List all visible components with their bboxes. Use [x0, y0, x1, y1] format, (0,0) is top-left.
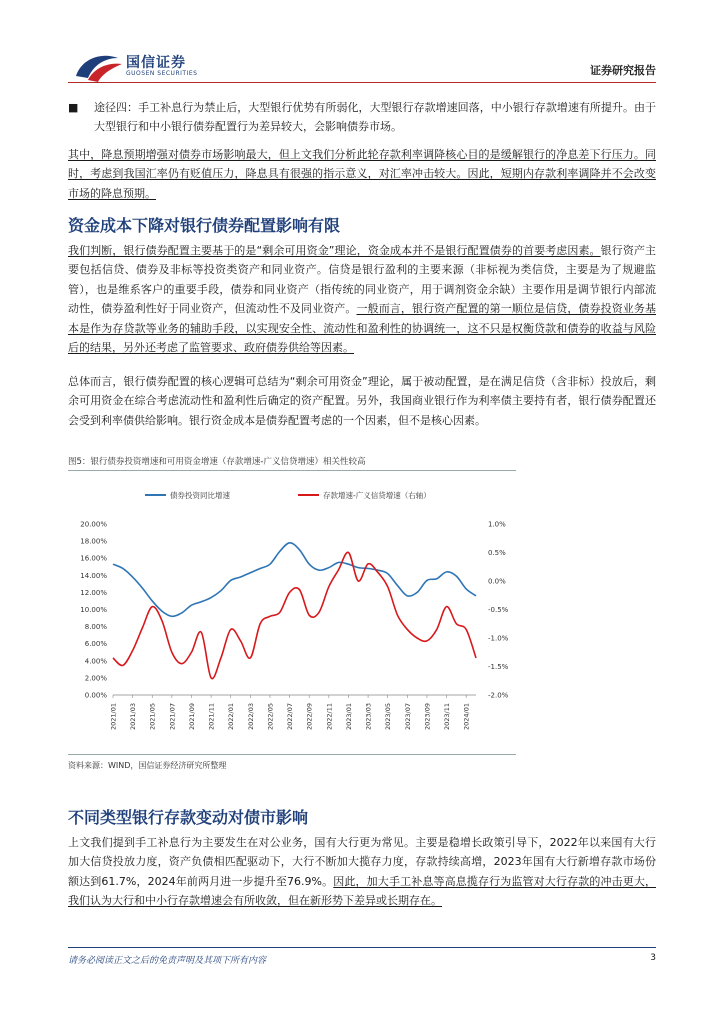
- paragraph-bank-bond-allocation: [68, 241, 656, 357]
- x-tick-label: 2021/07: [168, 703, 177, 731]
- y-left-tick-label: 4.00%: [84, 657, 107, 666]
- x-tick-label: 2023/07: [403, 703, 412, 731]
- y-left-tick-label: 20.00%: [80, 520, 107, 529]
- disclaimer-text: 请务必阅读正文之后的免责声明及其项下所有内容: [68, 956, 267, 966]
- x-tick-label: 2021/09: [187, 703, 196, 731]
- x-tick-label: 2021/11: [207, 703, 216, 731]
- x-tick-label: 2022/01: [227, 703, 236, 731]
- header-divider: [68, 82, 656, 83]
- y-left-tick-label: 8.00%: [84, 623, 107, 632]
- paragraph-large-bank-deposits: [68, 833, 656, 911]
- x-tick-label: 2023/09: [423, 703, 432, 731]
- legend-label-bond-growth: 债券投资同比增速: [170, 491, 230, 500]
- y-left-tick-label: 2.00%: [84, 674, 107, 683]
- bullet-square-icon: ■: [68, 101, 79, 114]
- x-tick-label: 2024/01: [462, 703, 471, 731]
- y-left-tick-label: 18.00%: [80, 537, 107, 546]
- x-tick-label: 2022/09: [305, 703, 314, 731]
- x-tick-label: 2021/01: [109, 703, 118, 731]
- x-tick-label: 2022/07: [286, 703, 295, 731]
- x-tick-label: 2023/01: [344, 703, 353, 731]
- logo-chinese-name: 国信证券: [126, 55, 186, 71]
- paragraph-rate-cut-expectation: 其中，降息预期增强对债券市场影响最大，但上文我们分析此轮存款利率调降核心目的是缓解银行的净息差下行压力。同时，考虑到我国汇率仍有贬值压力，降息具有很强的指示意义，对汇率冲击较大。因此，短期内存款利率调降并不会改变市场的降息预期。: [68, 148, 656, 200]
- figure-title: 图5：银行债券投资增速和可用资金增速（存款增速-广义信贷增速）相关性较高: [68, 455, 516, 471]
- y-left-tick-label: 16.00%: [80, 554, 107, 563]
- bond-investment-chart: [68, 478, 518, 750]
- section-title-funding-cost: 资金成本下降对银行债券配置影响有限: [68, 216, 341, 235]
- series-line-bond-growth: [113, 543, 476, 617]
- x-tick-label: 2023/11: [443, 703, 452, 731]
- y-left-tick-label: 6.00%: [84, 640, 107, 649]
- y-left-tick-label: 14.00%: [80, 571, 107, 580]
- y-left-tick-label: 12.00%: [80, 588, 107, 597]
- large-bank-deposit-text: 上文我们提到手工补息行为主要发生在对公业务，国有大行更为常见。主要是稳增长政策引导下，2022年以来国有大行加大信贷投放力度，资产负债相匹配驱动下，大行不断加大揽存力度，存款持续高增，2023年国有大行新增存款市场份额达到61.7%，2024年前两月进一步提升至76.9%。: [68, 836, 656, 888]
- y-right-tick-label: -2.0%: [488, 691, 509, 700]
- y-right-tick-label: 1.0%: [488, 520, 506, 529]
- underlined-allocation-priority: 一般而言，银行资产配置的第一顺位是信贷，债券投资业务基本是作为存贷款等业务的辅助手段，以实现安全性、流动性和盈利性的协调统一，这不只是权衡贷款和债券的收益与风险后的结果，另外还考虑了监管要求、政府债券供给等因素。: [68, 302, 656, 355]
- y-left-tick-label: 10.00%: [80, 606, 107, 614]
- report-type-label: 证券研究报告: [590, 64, 656, 77]
- figure-bottom-divider: [68, 754, 516, 755]
- x-tick-label: 2023/03: [364, 703, 373, 731]
- y-right-tick-label: -1.5%: [488, 663, 509, 671]
- x-tick-label: 2022/03: [246, 703, 255, 731]
- page-number: 3: [650, 953, 656, 963]
- y-right-tick-label: -1.0%: [488, 634, 509, 643]
- y-left-tick-label: 0.00%: [84, 691, 107, 700]
- bullet-item-4: [68, 98, 656, 137]
- underlined-judgement: 我们判断，银行债券配置主要基于的是“剩余可用资金”理论，资金成本并不是银行配置债券的首要考虑因素。: [68, 244, 601, 257]
- paragraph-summary-remaining-funds: 总体而言，银行债券配置的核心逻辑可总结为“剩余可用资金”理论，属于被动配置，是在满足信贷（含非标）投放后，剩余可用资金在综合考虑流动性和盈利性后确定的资产配置。另外，我国商业银行作为利率债主要持有者，银行债券配置还会受到利率债供给影响。银行资金成本是债券配置考虑的一个因素，但不是核心因素。: [68, 375, 656, 427]
- y-right-tick-label: -0.5%: [488, 606, 509, 614]
- underlined-conclusion: 因此，加大手工补息等高息揽存行为监管对大行存款的冲击更大，我们认为大行和中小行存款增速会有所收敛，但在新形势下差异或长期存在。: [68, 874, 656, 908]
- x-tick-label: 2021/05: [148, 703, 157, 731]
- section-title-deposit-change: 不同类型银行存款变动对债市影响: [68, 808, 309, 827]
- chart-legend: [145, 490, 431, 500]
- x-tick-label: 2021/03: [129, 703, 138, 731]
- asset-structure-text: 银行资产主要包括信贷、债券及非标等投资类资产和同业资产。信贷是银行盈利的主要来源（非标视为类信贷，主要是为了规避监管），也是维系客户的重要手段，债券和同业资产（指传统的同业资产，用于调剂资金余缺）主要作用是调节银行内部流动性，债券盈利性好于同业资产，但流动性不及同业资产。: [68, 244, 657, 316]
- footer-divider: [68, 947, 656, 948]
- y-right-tick-label: 0.0%: [488, 577, 506, 586]
- x-tick-label: 2023/05: [384, 703, 393, 731]
- bullet-item-text: 途径四：手工补息行为禁止后，大型银行优势有所弱化，大型银行存款增速回落，中小银行存款增速有所提升。由于大型银行和中小银行债券配置行为差异较大，会影响债券市场。: [94, 101, 656, 134]
- legend-label-funds-growth: 存款增速-广义信贷增速（右轴）: [323, 491, 431, 500]
- logo-english-name: GUOSEN SECURITIES: [126, 70, 198, 77]
- y-right-tick-label: 0.5%: [488, 549, 506, 557]
- x-tick-label: 2022/05: [266, 703, 275, 731]
- x-tick-label: 2022/11: [325, 703, 334, 731]
- figure-source: 资料来源：WIND，国信证券经济研究所整理: [68, 761, 227, 770]
